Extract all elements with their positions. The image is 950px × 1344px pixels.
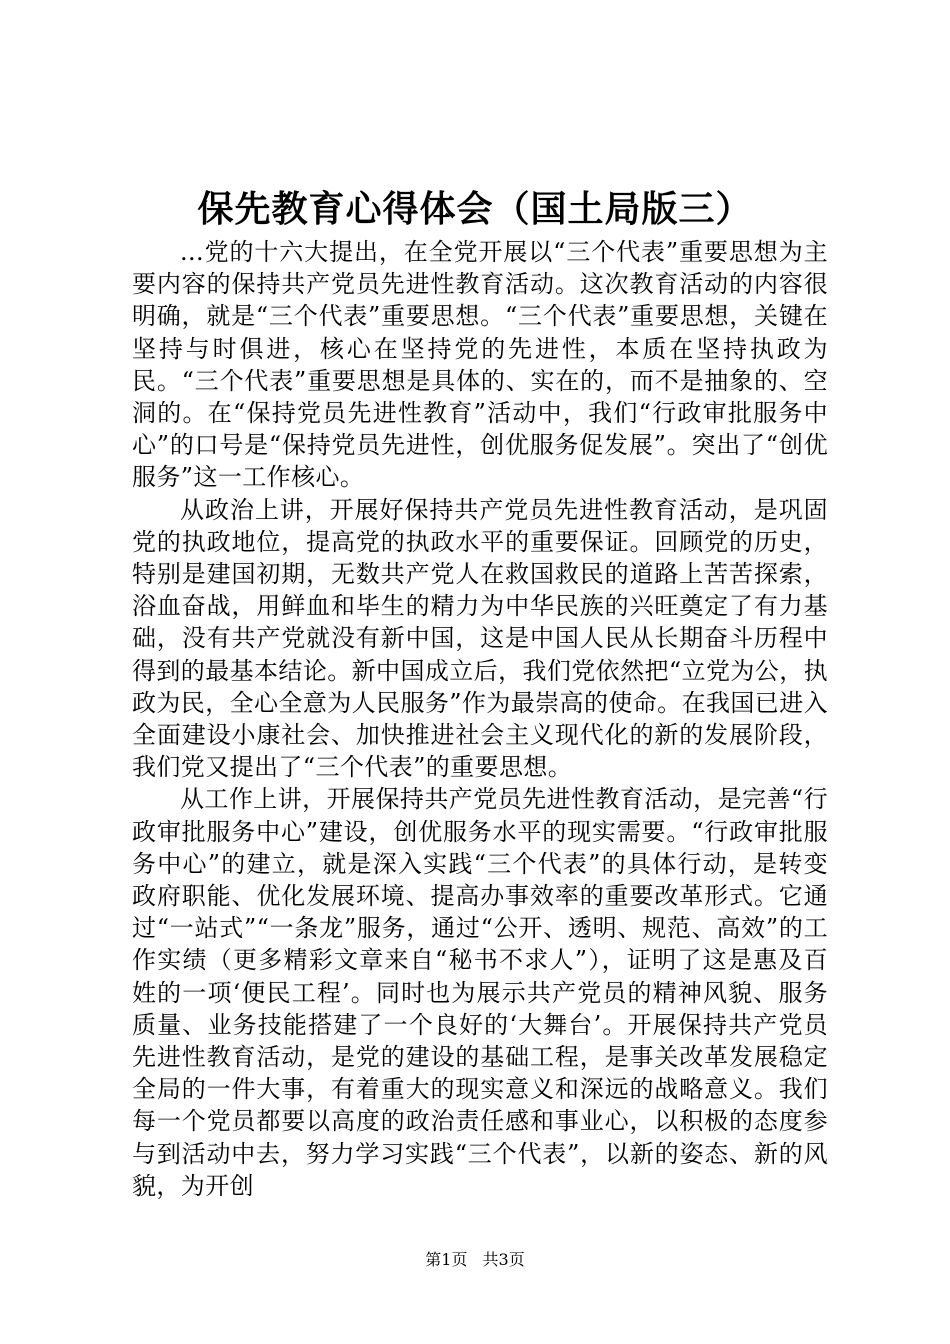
page-number: 第1页 — [425, 1250, 468, 1269]
paragraph-1: ...党的十六大提出，在全党开展以“三个代表”重要思想为主要内容的保持共产党员先进性教育活动。这次教育活动的内容很明确，就是“三个代表”重要思想。“三个代表”重要思想，关键在坚持与时俱进，核心在坚持党的先进性，本质在坚持执政为民。“三个代表”重要思想是具体的、实在的，而不是抽象的、空洞的。在“保持党员先进性教育”活动中，我们“行政审批服务中心”的口号是“保持党员先进性，创优服务促发展”。突出了“创优服务”这一工作核心。 — [132, 238, 828, 492]
document-title: 保先教育心得体会（国土局版三） — [197, 188, 753, 230]
page-total: 共3页 — [482, 1250, 525, 1269]
paragraph-3: 从工作上讲，开展保持共产党员先进性教育活动，是完善“行政审批服务中心”建设，创优服务水平的现实需要。“行政审批服务中心”的建立，就是深入实践“三个代表”的具体行动，是转变政府职能、优化发展环境、提高办事效率的重要改革形式。它通过“一站式”“一条龙”服务，通过“公开、透明、规范、高效”的工作实绩（更多精彩文章来自“秘书不求人”），证明了这是惠及百姓的一项‘便民工程’。同时也为展示共产党员的精神风貌、服务质量、业务技能搭建了一个良好的‘大舞台’。开展保持共产党员先进性教育活动，是党的建设的基础工程，是事关改革发展稳定全局的一件大事，有着重大的现实意义和深远的战略意义。我们每一个党员都要以高度的政治责任感和事业心，以积极的态度参与到活动中去，努力学习实践“三个代表”，以新的姿态、新的风貌，为开创 — [132, 785, 828, 1200]
page-footer — [0, 1250, 950, 1270]
document-body — [132, 236, 828, 1202]
paragraph-2: 从政治上讲，开展好保持共产党员先进性教育活动，是巩固党的执政地位，提高党的执政水平的重要保证。回顾党的历史，特别是建国初期，无数共产党人在救国救民的道路上苦苦探索，浴血奋战，用鲜血和毕生的精力为中华民族的兴旺奠定了有力基础，没有共产党就没有新中国，这是中国人民从长期奋斗历程中得到的最基本结论。新中国成立后，我们党依然把“立党为公，执政为民，全心全意为人民服务”作为最崇高的使命。在我国已进入全面建设小康社会、加快推进社会主义现代化的新的发展阶段，我们党又提出了“三个代表”的重要思想。 — [132, 495, 828, 782]
